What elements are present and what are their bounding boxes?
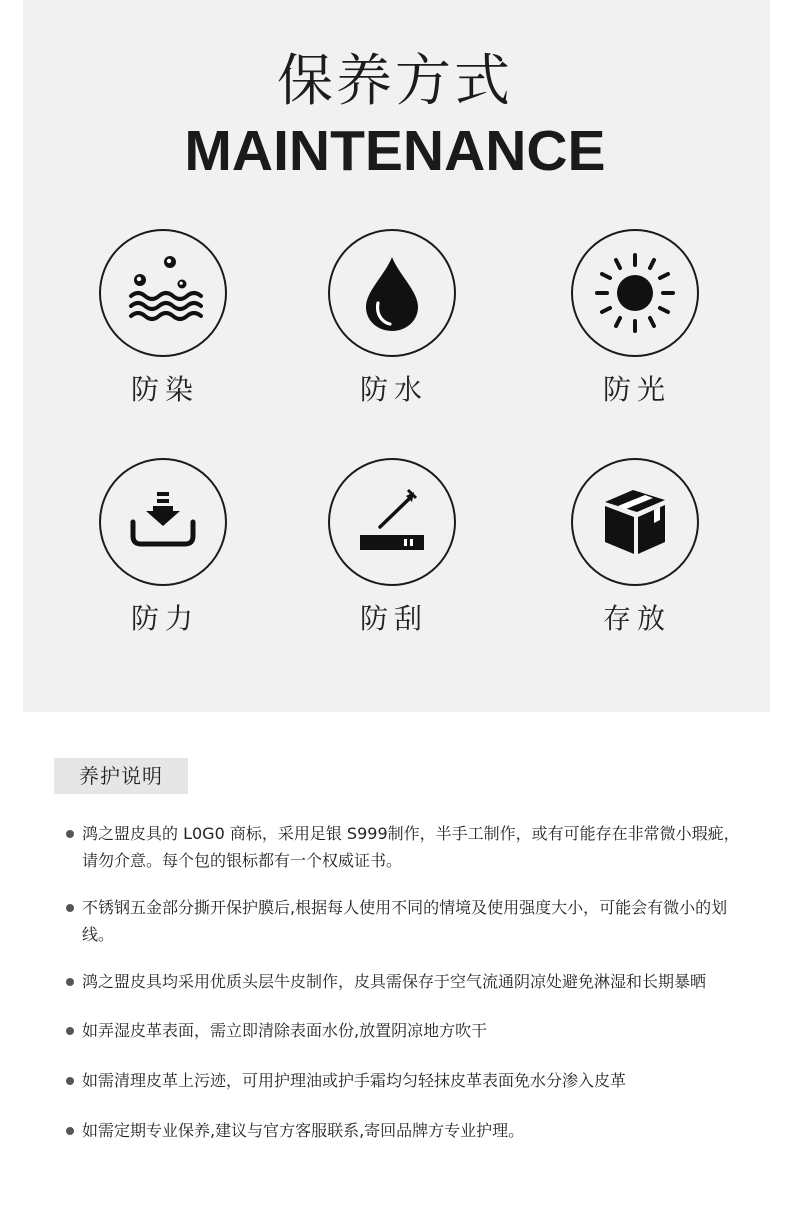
note-text: 如需定期专业保养,建议与官方客服联系,寄回品牌方专业护理。: [82, 1121, 525, 1140]
note-text: 鸿之盟皮具均采用优质头层牛皮制作，皮具需保存于空气流通阴凉处避免淋湿和长期暴晒: [82, 972, 707, 991]
bullet-icon: [66, 1127, 74, 1135]
bullet-icon: [66, 1027, 74, 1035]
feature-label: 防染: [130, 373, 199, 406]
bullet-icon: [66, 1077, 74, 1085]
feature-label: 防刮: [359, 602, 428, 635]
feature-pressure-proof: [99, 458, 229, 636]
pressure-icon: [99, 458, 227, 586]
feature-label: 存放: [602, 602, 671, 635]
care-notes-list: [62, 814, 742, 1144]
list-item: [62, 1017, 742, 1044]
list-item: [62, 1117, 742, 1144]
feature-storage: [571, 458, 701, 636]
sun-icon: [571, 229, 699, 357]
list-item: [62, 820, 742, 874]
feature-label: 防光: [602, 373, 671, 406]
feature-scratch-proof: [328, 458, 458, 636]
scratch-icon: [328, 458, 456, 586]
note-text: 如需清理皮革上污迹，可用护理油或护手霜均匀轻抹皮革表面免水分渗入皮革: [82, 1071, 627, 1090]
bullet-icon: [66, 904, 74, 912]
list-item: [62, 968, 742, 995]
feature-label: 防水: [359, 373, 428, 406]
stain-proof-icon: [99, 229, 227, 357]
feature-waterproof: [328, 229, 458, 407]
feature-stain-proof: [99, 229, 229, 407]
note-text: 不锈钢五金部分撕开保护膜后,根据每人使用不同的情境及使用强度大小，可能会有微小的划线。: [82, 898, 728, 944]
note-text: 鸿之盟皮具的 L0G0 商标，采用足银 S999制作，半手工制作，或有可能存在非常微小瑕疵，请勿介意。每个包的银标都有一个权威证书。: [82, 824, 740, 870]
note-text: 如弄湿皮革表面，需立即清除表面水份,放置阴凉地方吹干: [82, 1021, 488, 1040]
feature-light-proof: [571, 229, 701, 407]
bullet-icon: [66, 830, 74, 838]
care-instructions-title: 养护说明: [54, 758, 188, 794]
page-title-english: MAINTENANCE: [184, 119, 606, 183]
list-item: [62, 894, 742, 948]
list-item: [62, 1067, 742, 1094]
water-drop-icon: [328, 229, 456, 357]
page-title-chinese: 保养方式: [277, 49, 513, 114]
box-icon: [571, 458, 699, 586]
feature-label: 防力: [130, 602, 199, 635]
bullet-icon: [66, 978, 74, 986]
